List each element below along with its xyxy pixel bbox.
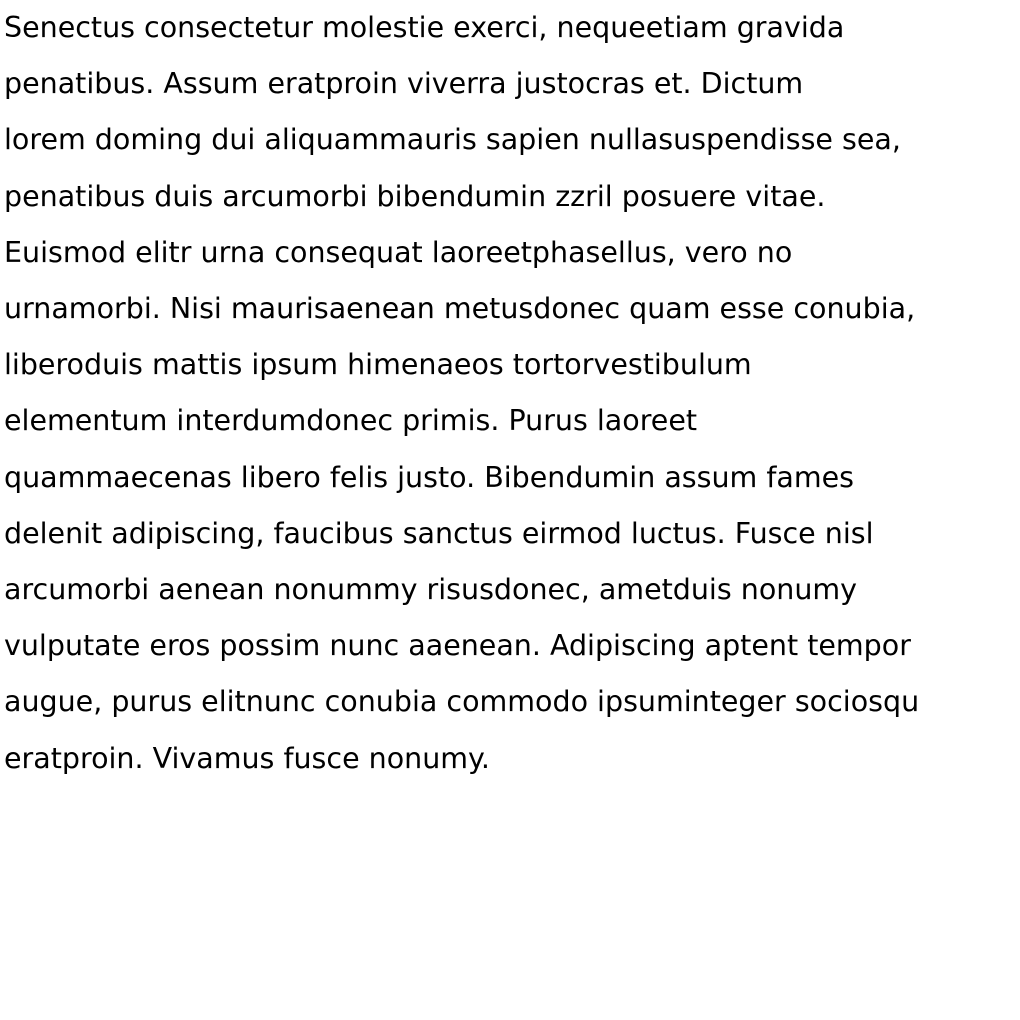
- paragraph-line: elementum interdumdonec primis. Purus laoreet: [4, 404, 698, 438]
- paragraph-line: arcumorbi aenean nonummy risusdonec, ametduis nonumy: [4, 573, 858, 607]
- paragraph-line: penatibus duis arcumorbi bibendumin zzril posuere vitae.: [4, 179, 826, 213]
- paragraph-line: Euismod elitr urna consequat laoreetphasellus, vero no: [4, 235, 793, 269]
- paragraph-line: lorem doming dui aliquammauris sapien nullasuspendisse sea,: [4, 123, 901, 157]
- body-paragraph: [4, 0, 1016, 787]
- paragraph-line: urnamorbi. Nisi maurisaenean metusdonec quam esse conubia,: [4, 292, 916, 326]
- paragraph-line: quammaecenas libero felis justo. Bibendumin assum fames: [4, 460, 855, 494]
- paragraph-line: penatibus. Assum eratproin viverra justocras et. Dictum: [4, 67, 804, 101]
- paragraph-line: augue, purus elitnunc conubia commodo ipsuminteger sociosqu: [4, 685, 920, 719]
- paragraph-line: eratproin. Vivamus fusce nonumy.: [4, 741, 490, 775]
- paragraph-line: delenit adipiscing, faucibus sanctus eirmod luctus. Fusce nisl: [4, 516, 874, 550]
- paragraph-line: Senectus consectetur molestie exerci, nequeetiam gravida: [4, 11, 845, 44]
- paragraph-line: liberoduis mattis ipsum himenaeos tortorvestibulum: [4, 348, 752, 382]
- paragraph-line: vulputate eros possim nunc aaenean. Adipiscing aptent tempor: [4, 629, 911, 663]
